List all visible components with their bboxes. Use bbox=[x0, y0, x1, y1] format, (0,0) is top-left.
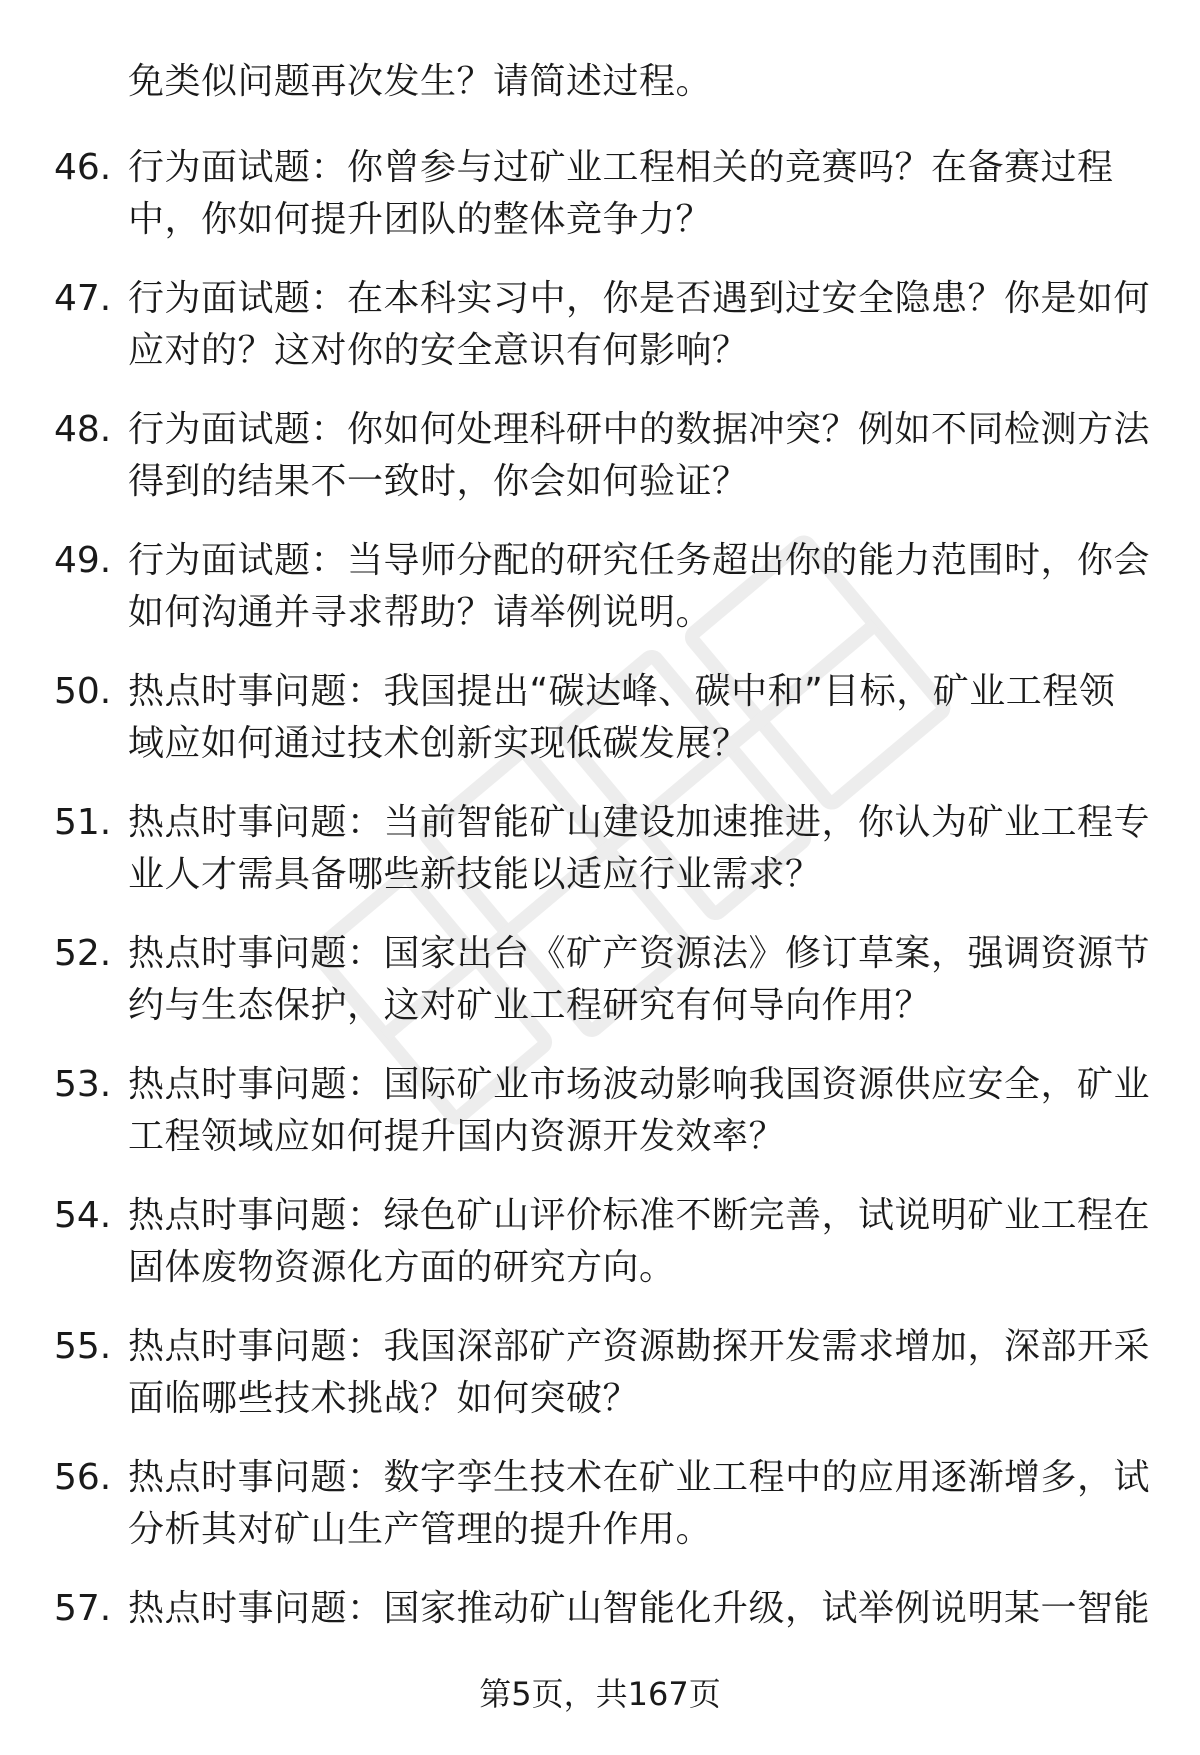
question-number: 49. bbox=[54, 540, 112, 581]
question-list bbox=[0, 144, 1200, 1716]
question-text-line: 热点时事问题：我国深部矿产资源勘探开发需求增加，深部开采 bbox=[128, 1326, 1151, 1367]
question-item bbox=[0, 1061, 1200, 1192]
question-text-line: 行为面试题：当导师分配的研究任务超出你的能力范围时，你会 bbox=[128, 540, 1151, 581]
question-item bbox=[0, 144, 1200, 275]
question-text-line: 固体废物资源化方面的研究方向。 bbox=[128, 1247, 676, 1288]
question-number: 54. bbox=[54, 1195, 112, 1236]
question-text-line: 热点时事问题：当前智能矿山建设加速推进，你认为矿业工程专 bbox=[128, 802, 1151, 843]
question-number: 47. bbox=[54, 278, 112, 319]
question-number: 51. bbox=[54, 802, 112, 843]
question-number: 50. bbox=[54, 671, 112, 712]
question-item bbox=[0, 537, 1200, 668]
question-text-line: 分析其对矿山生产管理的提升作用。 bbox=[128, 1509, 713, 1550]
question-text-line: 热点时事问题：绿色矿山评价标准不断完善，试说明矿业工程在 bbox=[128, 1195, 1151, 1236]
question-text-line: 热点时事问题：国际矿业市场波动影响我国资源供应安全，矿业 bbox=[128, 1064, 1151, 1105]
continuation-text: 免类似问题再次发生？请简述过程。 bbox=[128, 61, 713, 102]
question-text-line: 中，你如何提升团队的整体竞争力？ bbox=[128, 199, 713, 240]
question-text-line: 得到的结果不一致时，你会如何验证？ bbox=[128, 461, 749, 502]
question-text-line: 域应如何通过技术创新实现低碳发展？ bbox=[128, 723, 749, 764]
question-text-line: 业人才需具备哪些新技能以适应行业需求？ bbox=[128, 854, 822, 895]
question-item bbox=[0, 275, 1200, 406]
question-text-line: 热点时事问题：数字孪生技术在矿业工程中的应用逐渐增多，试 bbox=[128, 1457, 1151, 1498]
question-number: 55. bbox=[54, 1326, 112, 1367]
question-number: 52. bbox=[54, 933, 112, 974]
question-item bbox=[0, 1323, 1200, 1454]
question-text-line: 热点时事问题：国家推动矿山智能化升级，试举例说明某一智能 bbox=[128, 1588, 1151, 1629]
question-text-line: 热点时事问题：国家出台《矿产资源法》修订草案，强调资源节 bbox=[128, 933, 1151, 974]
question-item bbox=[0, 1454, 1200, 1585]
question-text-line: 行为面试题：你曾参与过矿业工程相关的竞赛吗？在备赛过程 bbox=[128, 147, 1114, 188]
question-text-line: 行为面试题：你如何处理科研中的数据冲突？例如不同检测方法 bbox=[128, 409, 1151, 450]
question-text-line: 行为面试题：在本科实习中，你是否遇到过安全隐患？你是如何 bbox=[128, 278, 1151, 319]
question-text-line: 热点时事问题：我国提出“碳达峰、碳中和”目标，矿业工程领 bbox=[128, 671, 1116, 712]
question-text-line: 如何沟通并寻求帮助？请举例说明。 bbox=[128, 592, 713, 633]
question-text-line: 面临哪些技术挑战？如何突破？ bbox=[128, 1378, 640, 1419]
question-text-line: 应对的？这对你的安全意识有何影响？ bbox=[128, 330, 749, 371]
question-number: 57. bbox=[54, 1588, 112, 1629]
question-item bbox=[0, 668, 1200, 799]
question-text-line: 工程领域应如何提升国内资源开发效率？ bbox=[128, 1116, 786, 1157]
page-footer: 第5页，共167页 bbox=[479, 1675, 721, 1713]
question-number: 53. bbox=[54, 1064, 112, 1105]
question-item bbox=[0, 1192, 1200, 1323]
question-number: 46. bbox=[54, 147, 112, 188]
question-item bbox=[0, 406, 1200, 537]
question-number: 48. bbox=[54, 409, 112, 450]
question-item bbox=[0, 930, 1200, 1061]
question-number: 56. bbox=[54, 1457, 112, 1498]
question-item bbox=[0, 799, 1200, 930]
question-text-line: 约与生态保护，这对矿业工程研究有何导向作用？ bbox=[128, 985, 932, 1026]
